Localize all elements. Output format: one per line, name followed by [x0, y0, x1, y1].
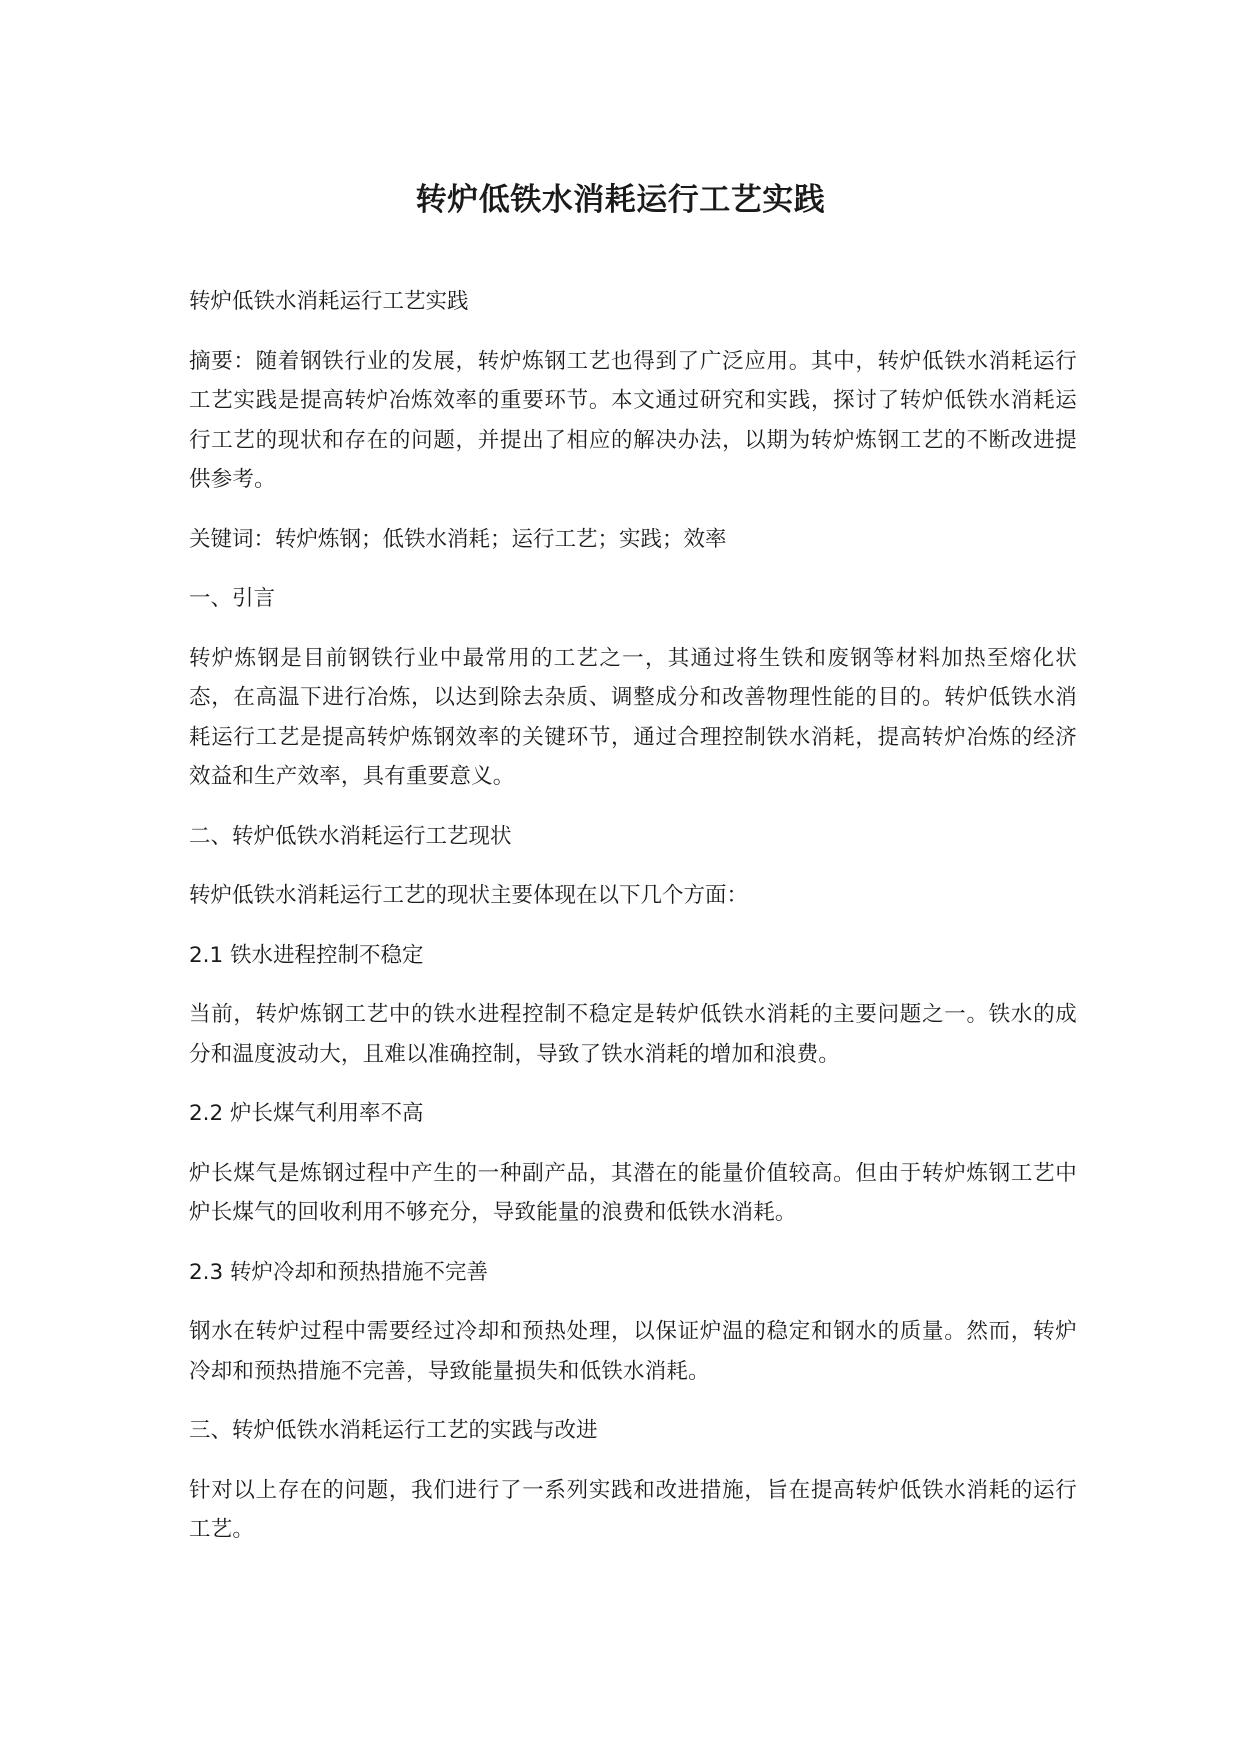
subsection-paragraph-2-1: 当前，转炉炼钢工艺中的铁水进程控制不稳定是转炉低铁水消耗的主要问题之一。铁水的成分和温度波动大，且难以准确控制，导致了铁水消耗的增加和浪费。: [189, 1002, 1077, 1067]
subsection-paragraph-2-2: 炉长煤气是炼钢过程中产生的一种副产品，其潜在的能量价值较高。但由于转炉炼钢工艺中炉长煤气的回收利用不够充分，导致能量的浪费和低铁水消耗。: [189, 1160, 1077, 1225]
subsection-paragraph-2-3: 钢水在转炉过程中需要经过冷却和预热处理，以保证炉温的稳定和钢水的质量。然而，转炉冷却和预热措施不完善，导致能量损失和低铁水消耗。: [189, 1319, 1077, 1384]
practice-paragraph: 针对以上存在的问题，我们进行了一系列实践和改进措施，旨在提高转炉低铁水消耗的运行工艺。: [189, 1477, 1077, 1542]
abstract-paragraph: 摘要：随着钢铁行业的发展，转炉炼钢工艺也得到了广泛应用。其中，转炉低铁水消耗运行工艺实践是提高转炉冶炼效率的重要环节。本文通过研究和实践，探讨了转炉低铁水消耗运行工艺的现状和存在的问题，并提出了相应的解决办法，以期为转炉炼钢工艺的不断改进提供参考。: [189, 348, 1077, 492]
section-heading-practice: 三、转炉低铁水消耗运行工艺的实践与改进: [189, 1418, 598, 1443]
document-title: 转炉低铁水消耗运行工艺实践: [415, 182, 826, 218]
introduction-paragraph: 转炉炼钢是目前钢铁行业中最常用的工艺之一，其通过将生铁和废钢等材料加热至熔化状态，在高温下进行冶炼，以达到除去杂质、调整成分和改善物理性能的目的。转炉低铁水消耗运行工艺是提高转炉炼钢效率的关键环节，通过合理控制铁水消耗，提高转炉冶炼的经济效益和生产效率，具有重要意义。: [189, 645, 1077, 789]
document-subtitle: 转炉低铁水消耗运行工艺实践: [189, 289, 469, 314]
section-heading-status: 二、转炉低铁水消耗运行工艺现状: [189, 823, 512, 849]
section-heading-introduction: 一、引言: [189, 586, 276, 611]
subsection-heading-2-2: 2.2 炉长煤气利用率不高: [189, 1101, 424, 1126]
subsection-heading-2-1: 2.1 铁水进程控制不稳定: [189, 942, 424, 968]
status-intro-paragraph: 转炉低铁水消耗运行工艺的现状主要体现在以下几个方面：: [189, 883, 749, 908]
keywords-line: 关键词：转炉炼钢；低铁水消耗；运行工艺；实践；效率: [189, 526, 727, 552]
document-body: [189, 282, 1077, 1570]
subsection-heading-2-3: 2.3 转炉冷却和预热措施不完善: [189, 1259, 489, 1285]
